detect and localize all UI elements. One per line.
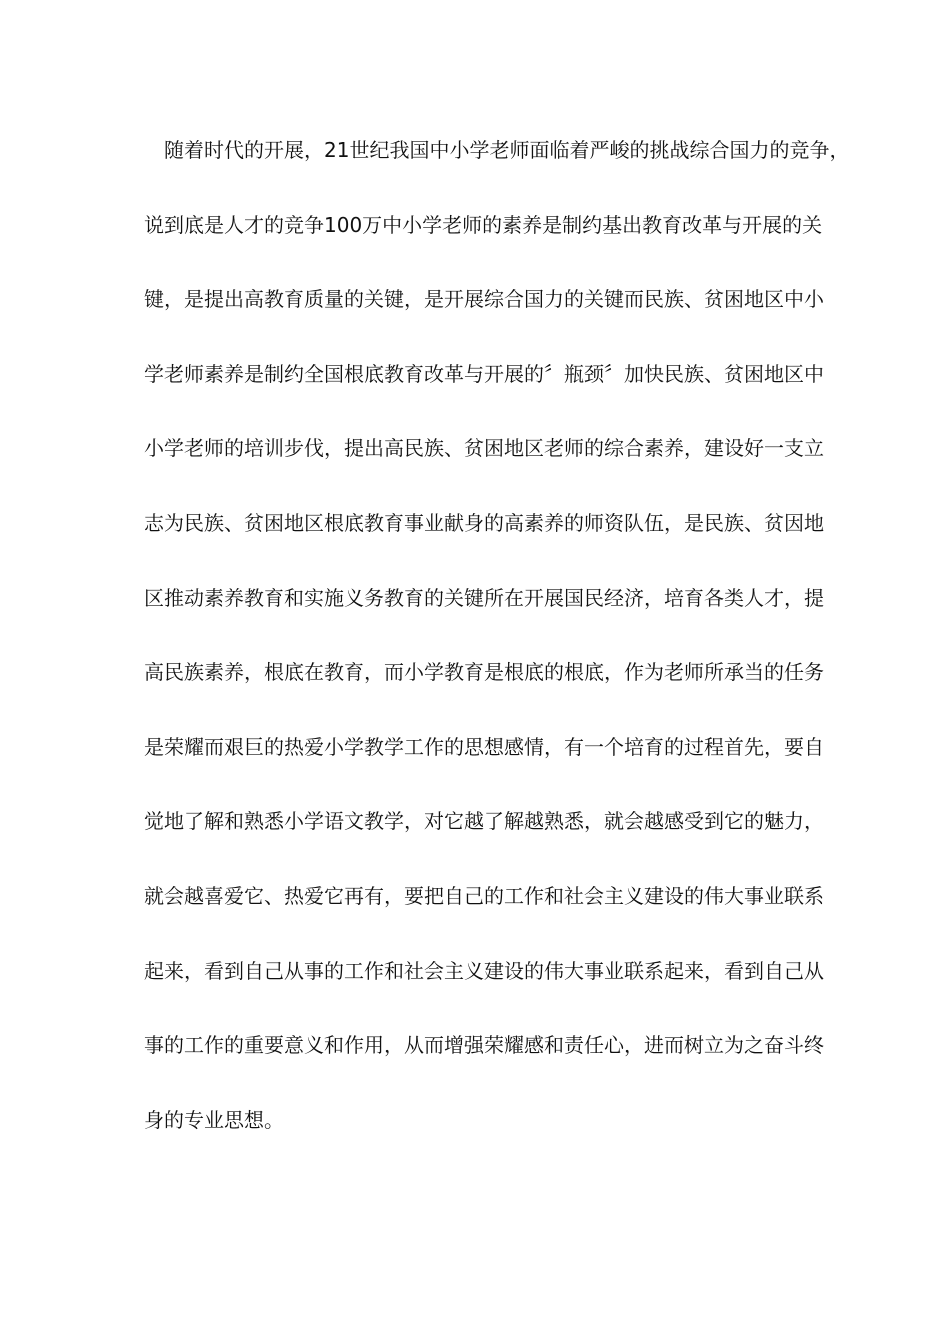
text-line-12: 起来，看到自己从事的工作和社会主义建设的伟大事业联系起来，看到自己从: [144, 958, 824, 983]
text-line-9: 是荣耀而艰巨的热爱小学教学工作的思想感情，有一个培育的过程首先，要自: [144, 734, 824, 759]
text-line-3: 键，是提出高教育质量的关键，是开展综合国力的关键而民族、贫困地区中小: [144, 287, 824, 312]
text-line-7: 区推动素养教育和实施义务教育的关键所在开展国民经济，培育各类人才，提: [144, 585, 824, 610]
text-line-8: 高民族素养，根底在教育，而小学教育是根底的根底，作为老师所承当的任务: [144, 660, 824, 685]
body-paragraph: [144, 130, 850, 1174]
text-line-10: 觉地了解和熟悉小学语文教学，对它越了解越熟悉，就会越感受到它的魅力，: [144, 809, 824, 834]
text-line-5: 小学老师的培训步伐，提出高民族、贫困地区老师的综合素养，建设好一支立: [144, 436, 824, 461]
text-line-1: 随着时代的开展，21世纪我国中小学老师面临着严峻的挑战综合国力的竞争，: [164, 138, 850, 162]
text-line-11: 就会越喜爱它、热爱它再有，要把自己的工作和社会主义建设的伟大事业联系: [144, 883, 824, 908]
text-line-6: 志为民族、贫困地区根底教育事业献身的高素养的师资队伍，是民族、贫因地: [144, 510, 824, 535]
text-line-4: 学老师素养是制约全国根底教育改革与开展的〞瓶颈〞加快民族、贫困地区中: [144, 361, 824, 386]
text-line-13: 事的工作的重要意义和作用，从而增强荣耀感和责任心，进而树立为之奋斗终: [144, 1033, 824, 1058]
text-line-14: 身的专业思想。: [144, 1107, 284, 1132]
text-line-2: 说到底是人才的竞争100万中小学老师的素养是制约基出教育改革与开展的关: [144, 212, 823, 237]
